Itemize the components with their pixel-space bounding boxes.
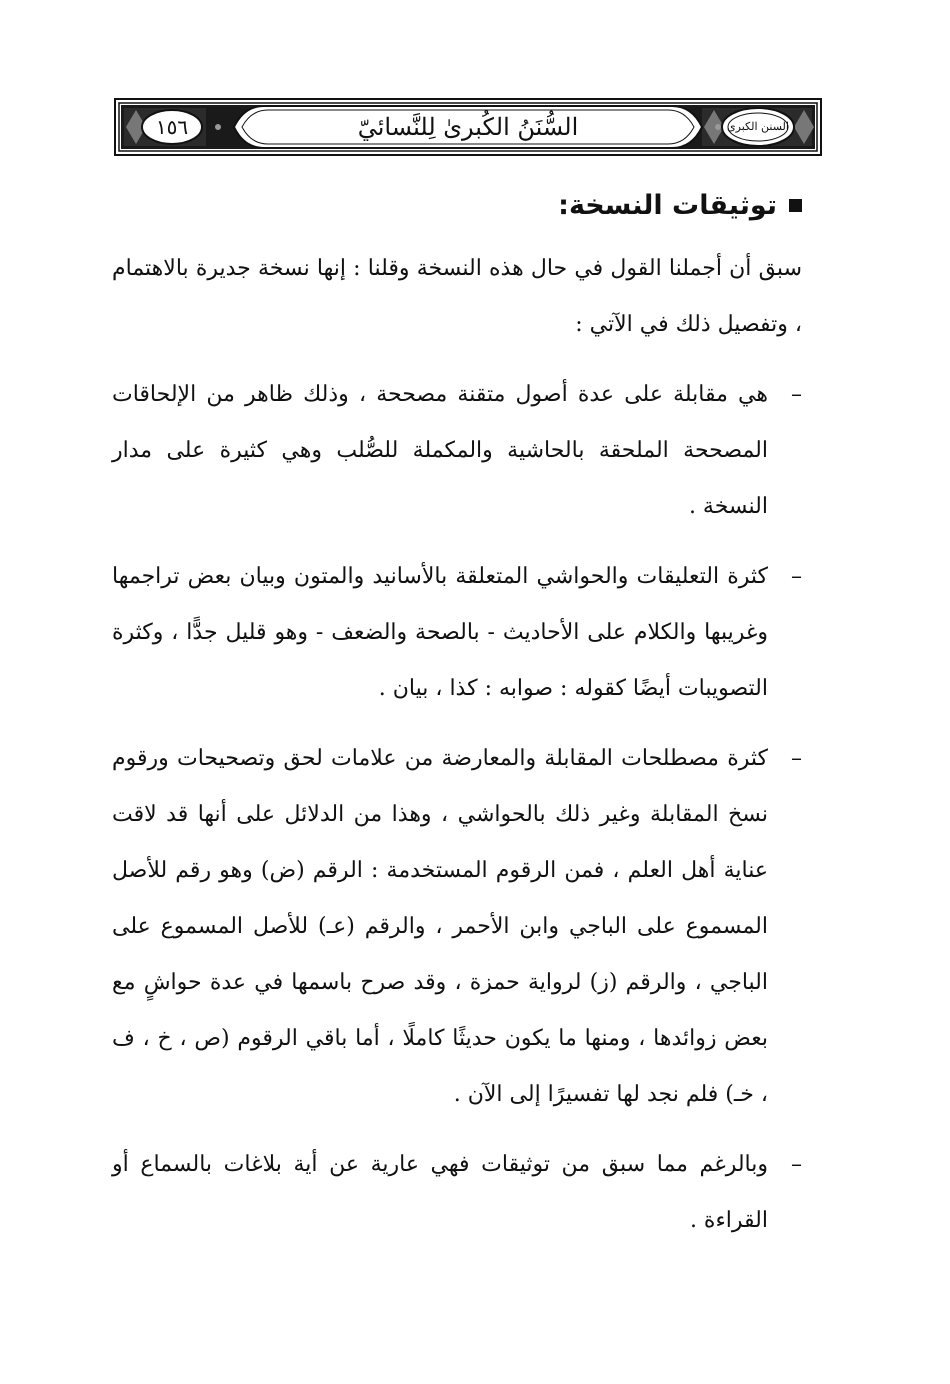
list-item (112, 731, 802, 1123)
dash-bullet: – (791, 564, 802, 589)
list-item (112, 1137, 802, 1249)
list-item-text: وبالرغم مما سبق من توثيقات فهي عارية عن أية بلاغات بالسماع أو القراءة . (112, 1152, 768, 1233)
dash-bullet: – (791, 382, 802, 407)
page-header (114, 98, 822, 156)
page-number: ١٥٦ (155, 115, 189, 139)
list-item-text: هي مقابلة على عدة أصول متقنة مصححة ، وذلك ظاهر من الإلحاقات المصححة الملحقة بالحاشية والمكملة للصُّلب وهي كثيرة على مدار النسخة . (112, 382, 768, 519)
dash-bullet: – (791, 1152, 802, 1177)
list-item-text: كثرة مصطلحات المقابلة والمعارضة من علامات لحق وتصحيحات ورقوم نسخ المقابلة وغير ذلك بالحواشي ، وهذا من الدلائل على أنها قد لاقت عناية أهل العلم ، فمن الرقوم المستخدمة : الرقم (ض) وهو رقم للأصل المسموع على الباجي وابن الأحمر ، والرقم (عـ) للأصل المسموع على الباجي ، والرقم (ز) لرواية حمزة ، وقد صرح باسمها في عدة حواشٍ مع بعض زوائدها ، ومنها ما يكون حديثًا كاملًا ، أما باقي الرقوم (ص ، خ ، ف ، خـ) فلم نجد لها تفسيرًا إلى الآن . (112, 746, 768, 1107)
list-item-text: كثرة التعليقات والحواشي المتعلقة بالأسانيد والمتون وبيان بعض تراجمها وغريبها والكلام على الأحاديث - بالصحة والضعف - وهو قليل جدًّا ، وكثرة التصويبات أيضًا كقوله : صوابه : كذا ، بيان . (112, 564, 768, 701)
square-bullet-icon (789, 199, 802, 212)
section-heading (112, 190, 802, 221)
section-heading-text: توثيقات النسخة: (558, 190, 777, 221)
list-item (112, 549, 802, 717)
main-content (112, 190, 802, 1263)
book-emblem: السنن الكبرى (727, 120, 789, 133)
list-item (112, 367, 802, 535)
intro-paragraph: سبق أن أجملنا القول في حال هذه النسخة وقلنا : إنها نسخة جديرة بالاهتمام ، وتفصيل ذلك في الآتي : (112, 256, 802, 337)
running-title: السُّنَنُ الكُبرىٰ لِلنَّسائيّ (357, 113, 579, 141)
dash-bullet: – (791, 746, 802, 771)
points-list (112, 367, 802, 1249)
